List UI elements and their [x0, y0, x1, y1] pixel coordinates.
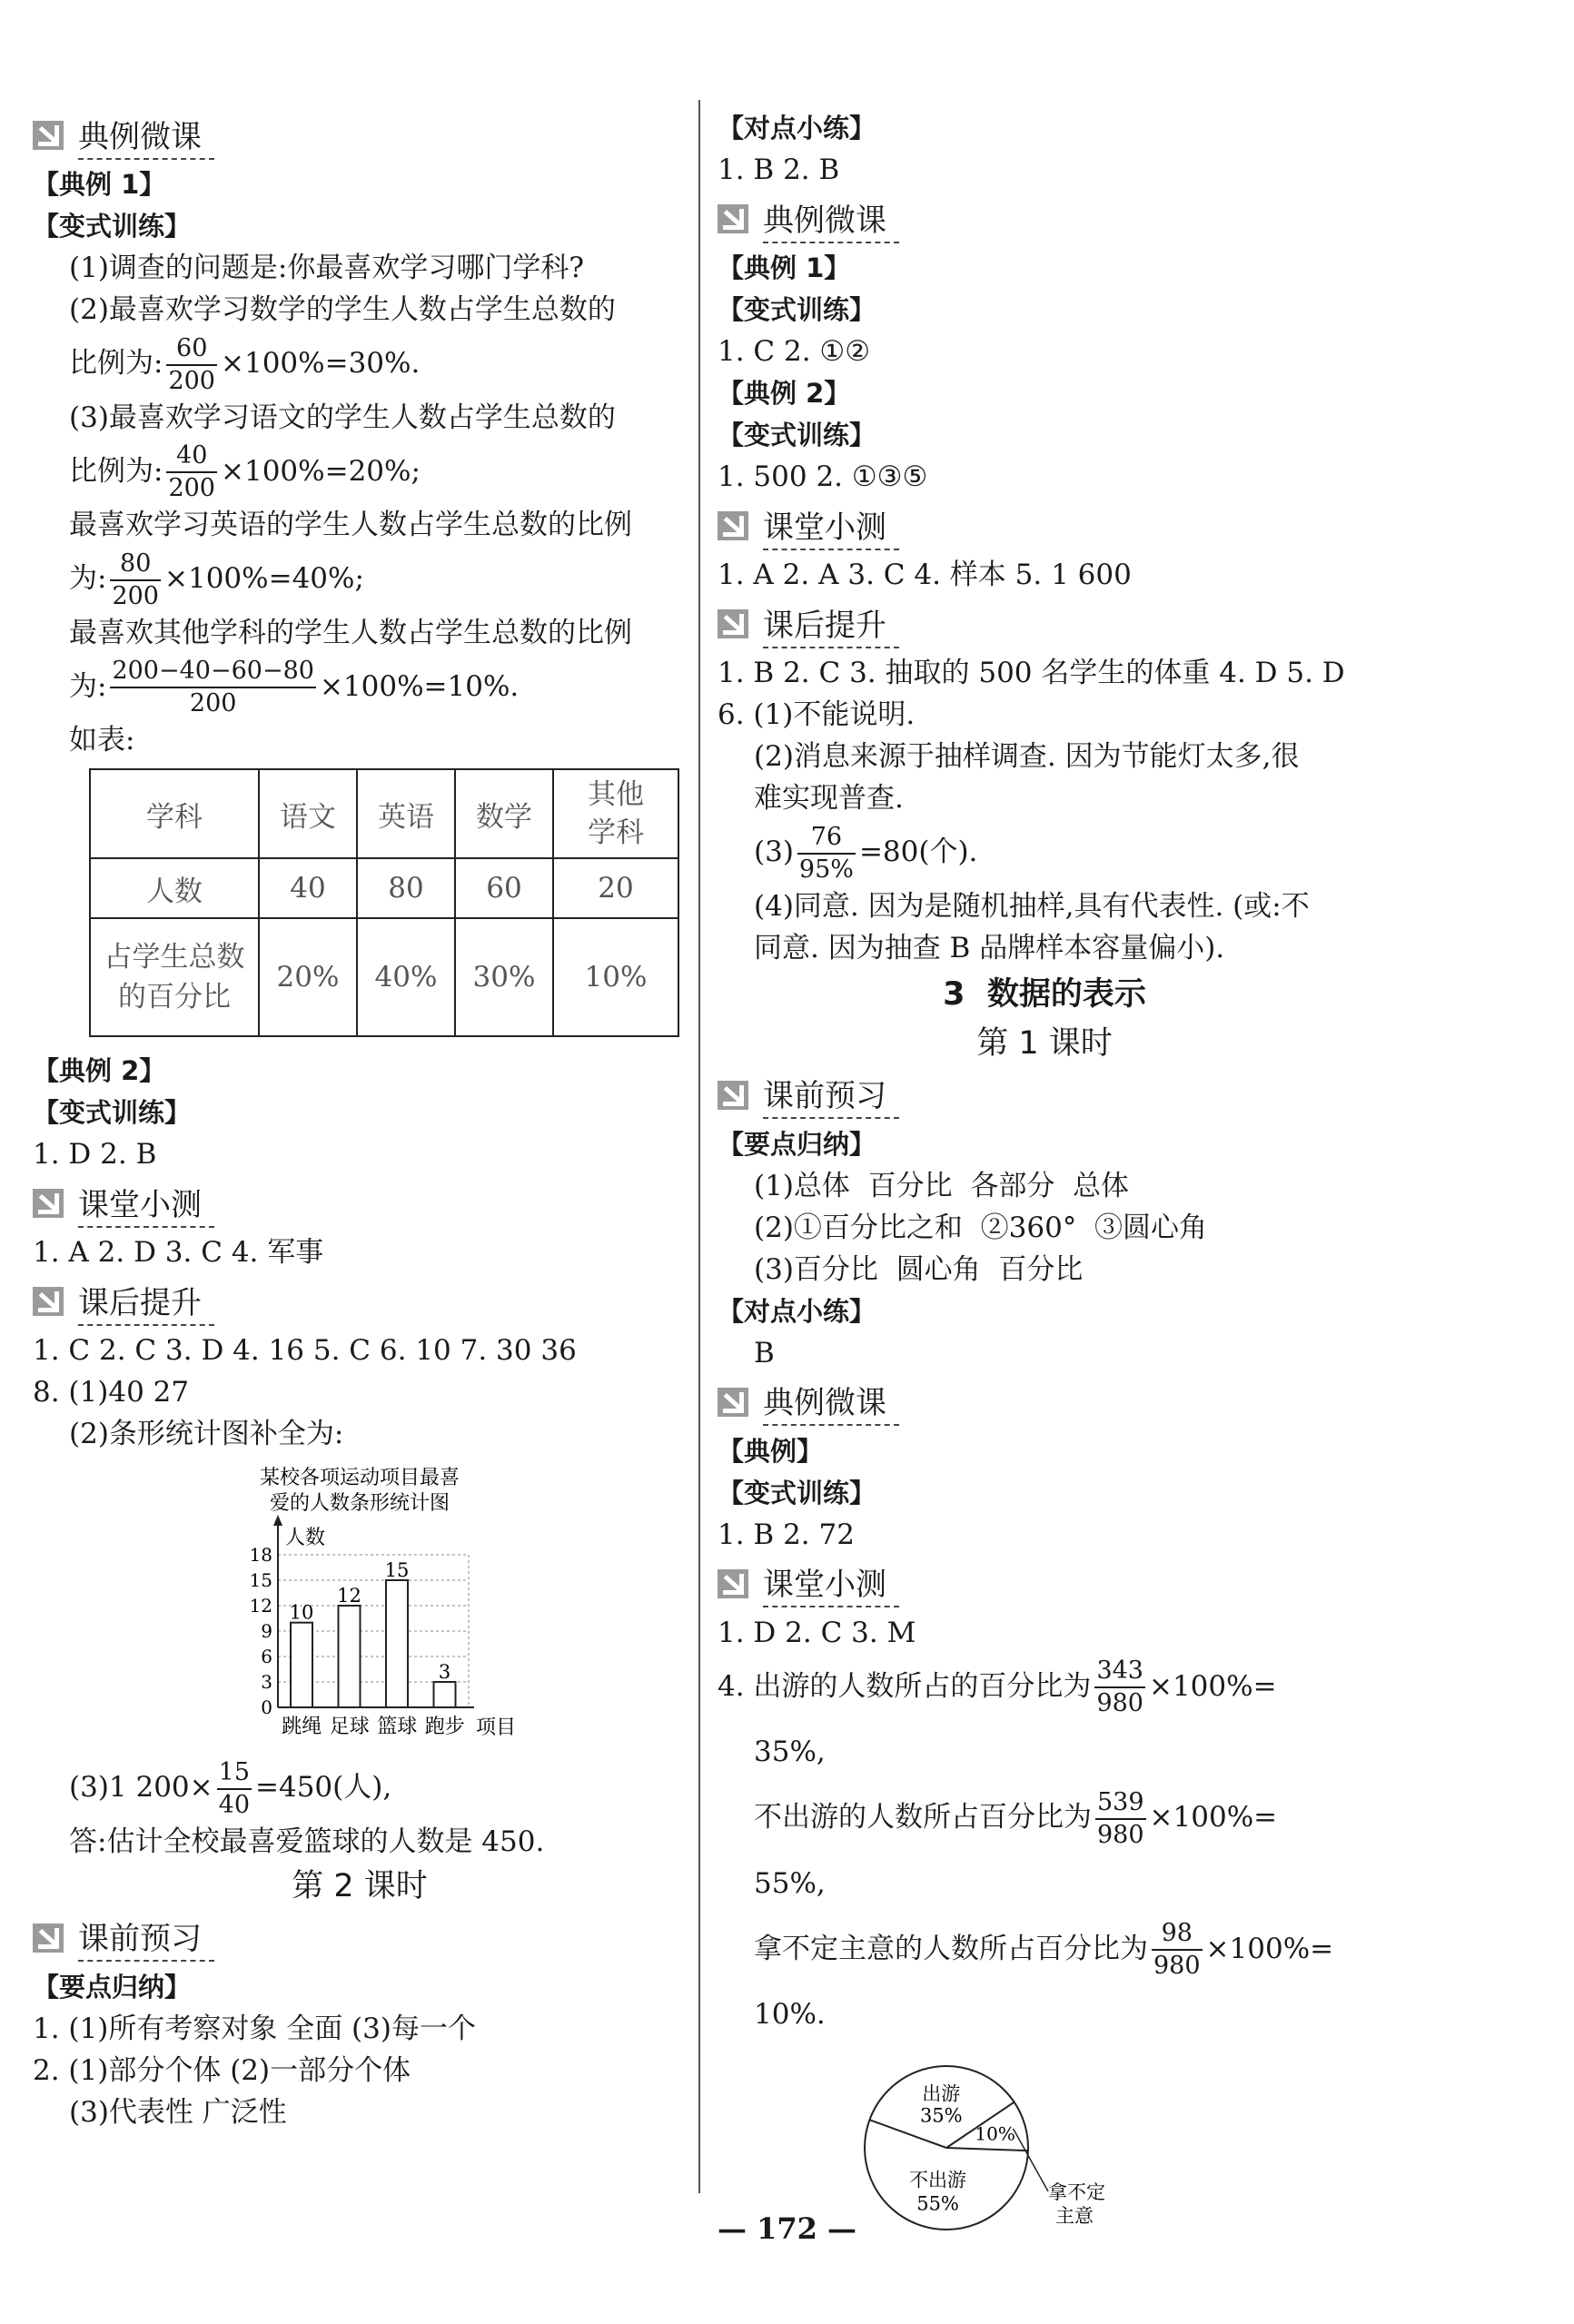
- bar: [291, 1623, 312, 1707]
- fraction: $\frac{76}{95\%}$: [798, 822, 854, 884]
- answer-line: (3)百分比 圆心角 百分比: [754, 1252, 1084, 1286]
- answer-line: B: [754, 1336, 775, 1370]
- variant-label: 【变式训练】: [718, 420, 876, 450]
- fraction: $\frac{80}{200}$: [112, 549, 159, 610]
- bar-value-label: 15: [384, 1559, 410, 1581]
- table-cell: 10%: [553, 918, 678, 1036]
- fraction: $\frac{40}{200}$: [168, 441, 215, 502]
- y-tick-label: 15: [249, 1569, 272, 1591]
- section-header: 课堂小测: [718, 499, 1371, 552]
- pie-label: 出游: [922, 2082, 961, 2105]
- formula-line: 为: $\frac{200-40-60-80}{200}$ ×100%=10%.: [69, 657, 520, 717]
- example-label: 【典例】: [718, 1435, 824, 1467]
- variant-label: 【变式训练】: [33, 211, 192, 242]
- x-tick-label: 跳绳: [282, 1716, 322, 1738]
- pie-value-label: 35%: [919, 2104, 963, 2127]
- example-label: 【典例 1】: [33, 169, 166, 200]
- arrow-icon: [718, 1569, 748, 1598]
- table-cell: 80: [357, 858, 455, 918]
- arrow-icon: [33, 1189, 64, 1218]
- arrow-icon: [33, 1287, 64, 1316]
- answer-line: 2. (1)部分个体 (2)一部分个体: [33, 2053, 411, 2087]
- y-tick-label: 0: [261, 1696, 272, 1718]
- data-table: [89, 768, 679, 1037]
- table-cell: 30%: [455, 918, 553, 1036]
- variant-label: 【变式训练】: [718, 294, 876, 325]
- y-tick-label: 12: [249, 1595, 272, 1617]
- left-column: [33, 107, 687, 2133]
- table-row: [90, 858, 678, 918]
- key-points-label: 【要点归纳】: [33, 1971, 192, 2003]
- text-line: 最喜欢学习英语的学生人数占学生总数的比例: [69, 509, 632, 541]
- column-divider: [698, 100, 700, 2193]
- pie-label: 主意: [1055, 2205, 1094, 2227]
- y-tick-label: 18: [249, 1544, 272, 1566]
- table-cell: 20%: [259, 918, 357, 1036]
- section-header: 典例微课: [33, 109, 687, 162]
- table-cell: 40: [259, 858, 357, 918]
- formula-line: (3)1 200× $\frac{15}{40}$ =450(人),: [69, 1757, 392, 1819]
- arrow-icon: [718, 511, 748, 540]
- table-cell: 60: [455, 858, 553, 918]
- table-row: [90, 769, 678, 858]
- answer-line: (1)总体 百分比 各部分 总体: [754, 1169, 1130, 1202]
- answer-line: 1. C 2. C 3. D 4. 16 5. C 6. 10 7. 30 36: [33, 1334, 577, 1367]
- section-header: 课前预习: [718, 1069, 1371, 1122]
- answer-line: 6. (1)不能说明.: [718, 698, 916, 731]
- table-cell: 40%: [357, 918, 455, 1036]
- chapter-title: 3 数据的表示: [943, 975, 1146, 1013]
- right-column: [718, 107, 1371, 2243]
- answer-line: 1. C 2. ①②: [718, 335, 871, 368]
- arrow-icon: [718, 204, 748, 233]
- text-line: 10%.: [754, 1998, 826, 2031]
- lesson-title: 第 2 课时: [292, 1867, 428, 1904]
- bar-value-label: 10: [289, 1601, 314, 1624]
- table-row: [90, 918, 678, 1036]
- answer-line: 1. B 2. 72: [718, 1518, 855, 1551]
- pie-label: 不出游: [909, 2169, 967, 2191]
- text-line: (2)消息来源于抽样调查. 因为节能灯太多,很: [754, 740, 1300, 773]
- arrow-icon: [718, 609, 748, 638]
- x-tick-label: 足球: [329, 1716, 370, 1738]
- table-cell: 英语: [357, 769, 455, 858]
- lesson-title: 第 1 课时: [976, 1024, 1113, 1062]
- section-header: 课堂小测: [33, 1177, 687, 1230]
- y-tick-label: 9: [261, 1620, 272, 1642]
- bar-value-label: 3: [438, 1661, 451, 1683]
- arrow-icon: [33, 121, 64, 150]
- y-axis-label: 人数: [285, 1527, 326, 1549]
- bar: [386, 1580, 408, 1707]
- fraction: $\frac{15}{40}$: [218, 1757, 250, 1819]
- text-line: 答:估计全校最喜爱篮球的人数是 450.: [69, 1825, 545, 1858]
- arrow-icon: [718, 1388, 748, 1417]
- key-points-label: 【要点归纳】: [718, 1128, 876, 1160]
- y-axis-arrow: [273, 1515, 282, 1526]
- section-header: 课堂小测: [718, 1558, 1371, 1610]
- example-label: 【典例 2】: [33, 1055, 166, 1086]
- practice-label: 【对点小练】: [718, 113, 876, 143]
- variant-label: 【变式训练】: [718, 1477, 876, 1508]
- x-tick-label: 跑步: [424, 1716, 465, 1738]
- answer-line: 1. B 2. C 3. 抽取的 500 名学生的体重 4. D 5. D: [718, 657, 1345, 689]
- answer-line: 1. A 2. A 3. C 4. 样本 5. 1 600: [718, 559, 1132, 591]
- text-line: 55%,: [754, 1866, 826, 1900]
- text-line: (3)最喜欢学习语文的学生人数占学生总数的: [69, 401, 616, 434]
- variant-label: 【变式训练】: [33, 1097, 192, 1128]
- y-tick-label: 6: [261, 1646, 272, 1667]
- chart-title-line-1: 某校各项运动项目最喜: [259, 1467, 460, 1489]
- answer-line: (2)①百分比之和 ②360° ③圆心角: [754, 1211, 1207, 1244]
- table-cell: 学科: [90, 769, 259, 858]
- bar-value-label: 12: [337, 1585, 361, 1607]
- section-header: 课前预习: [33, 1912, 687, 1964]
- formula-line: 不出游的人数所占百分比为 $\frac{539}{980}$ ×100%=: [754, 1787, 1278, 1849]
- fraction: $\frac{98}{980}$: [1153, 1919, 1201, 1980]
- bar: [339, 1606, 361, 1707]
- page-number: — 172 —: [717, 2211, 857, 2246]
- answer-line: 1. D 2. C 3. M: [718, 1616, 916, 1649]
- section-header: 典例微课: [718, 193, 1371, 245]
- practice-label: 【对点小练】: [718, 1295, 876, 1327]
- table-cell: 其他 学科: [553, 769, 678, 858]
- text-line: 难实现普查.: [754, 782, 904, 815]
- fraction: $\frac{60}{200}$: [168, 333, 215, 395]
- table-cell: 语文: [259, 769, 357, 858]
- text-line: 最喜欢其他学科的学生人数占学生总数的比例: [69, 616, 632, 649]
- arrow-icon: [33, 1923, 64, 1953]
- formula-line: (3) $\frac{76}{95\%}$ =80(个).: [754, 822, 978, 884]
- answer-line: 1. A 2. D 3. C 4. 军事: [33, 1236, 324, 1269]
- example-label: 【典例 2】: [718, 378, 851, 409]
- fraction: $\frac{539}{980}$: [1097, 1787, 1144, 1849]
- section-header: 典例微课: [718, 1376, 1371, 1429]
- table-cell: 20: [553, 858, 678, 918]
- answer-line: 1. D 2. B: [33, 1138, 157, 1171]
- formula-line: 比例为: $\frac{40}{200}$ ×100%=20%;: [69, 441, 421, 502]
- pie-value-label: 55%: [916, 2192, 959, 2215]
- chart-title-line-2: 爱的人数条形统计图: [269, 1492, 450, 1515]
- bar-chart: [33, 1455, 687, 1755]
- answer-line: 1. (1)所有考察对象 全面 (3)每一个: [33, 2012, 476, 2045]
- answer-line: 8. (1)40 27: [33, 1376, 190, 1409]
- formula-line: 比例为: $\frac{60}{200}$ ×100%=30%.: [69, 333, 421, 395]
- table-cell: 人数: [90, 858, 259, 918]
- text-line: 同意. 因为抽查 B 品牌样本容量偏小).: [754, 931, 1225, 964]
- pie-value-label: 10%: [975, 2122, 1015, 2145]
- text-line: (2)最喜欢学习数学的学生人数占学生总数的: [69, 293, 616, 326]
- text-line: (1)调查的问题是:你最喜欢学习哪门学科?: [69, 252, 584, 284]
- text-line: 如表:: [69, 724, 135, 757]
- text-line: 35%,: [754, 1736, 826, 1768]
- table-cell: 占学生总数 的百分比: [90, 918, 259, 1036]
- bar: [434, 1682, 456, 1707]
- x-tick-label: 篮球: [377, 1716, 418, 1738]
- formula-line: 为: $\frac{80}{200}$ ×100%=40%;: [69, 549, 364, 610]
- fraction: $\frac{200-40-60-80}{200}$: [112, 657, 314, 717]
- text-line: (4)同意. 因为是随机抽样,具有代表性. (或:不: [754, 889, 1310, 923]
- fraction: $\frac{343}{980}$: [1096, 1656, 1143, 1717]
- x-axis-label: 项目: [476, 1716, 517, 1739]
- table-cell: 数学: [455, 769, 553, 858]
- y-tick-label: 3: [261, 1671, 272, 1693]
- text-line: (2)条形统计图补全为:: [69, 1418, 344, 1450]
- pie-label: 拿不定: [1048, 2181, 1105, 2203]
- section-header: 课后提升: [718, 598, 1371, 650]
- example-label: 【典例 1】: [718, 252, 851, 283]
- formula-line: 4. 出游的人数所占的百分比为 $\frac{343}{980}$ ×100%=: [718, 1656, 1277, 1717]
- formula-line: 拿不定主意的人数所占百分比为 $\frac{98}{980}$ ×100%=: [754, 1919, 1334, 1980]
- answer-line: (3)代表性 广泛性: [69, 2095, 287, 2129]
- answer-line: 1. B 2. B: [718, 153, 840, 186]
- answer-line: 1. 500 2. ①③⑤: [718, 460, 928, 493]
- section-header: 课后提升: [33, 1275, 687, 1328]
- arrow-icon: [718, 1081, 748, 1110]
